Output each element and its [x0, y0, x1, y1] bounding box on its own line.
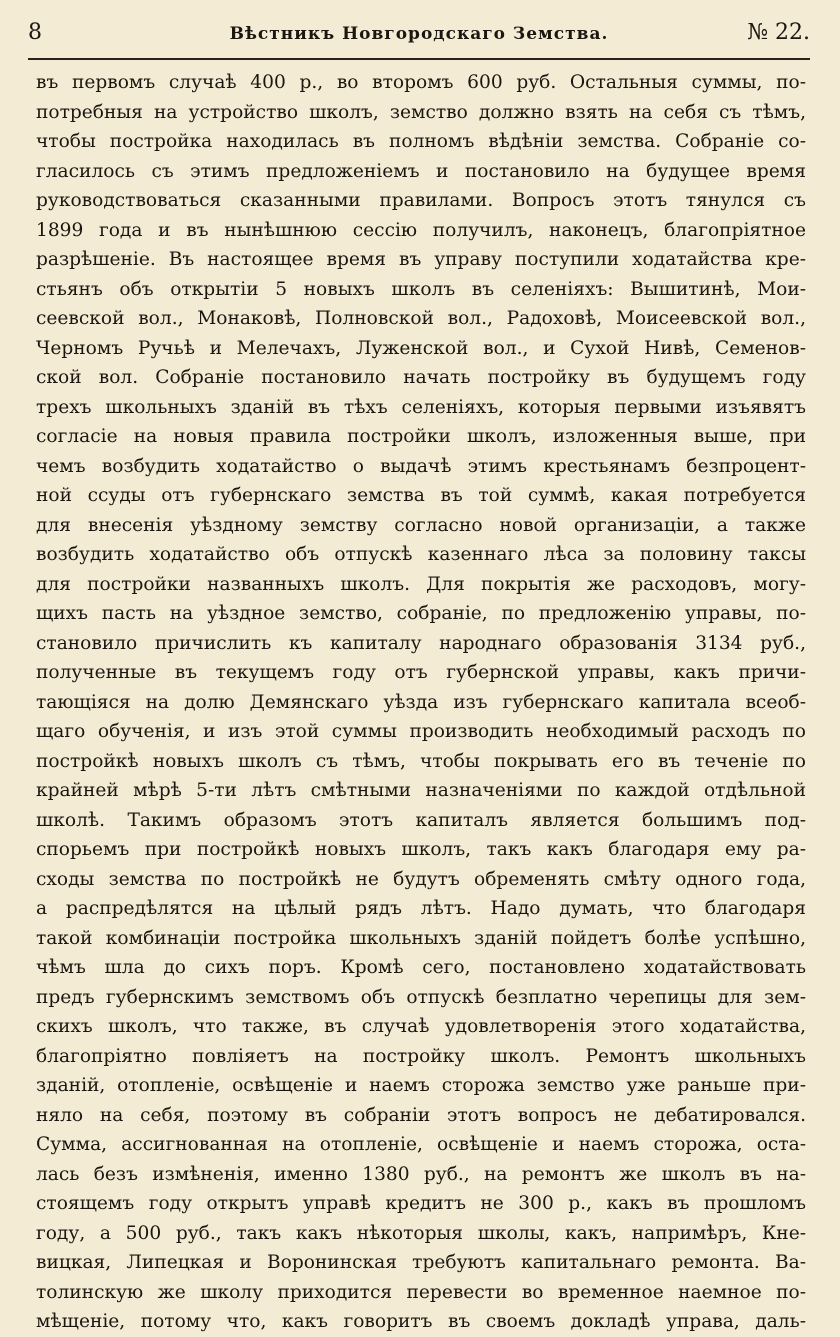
text-line: гласилось съ этимъ предложеніемъ и постановило на будущее время: [36, 160, 806, 182]
text-line: скихъ школъ, что также, въ случаѣ удовлетворенія этого ходатайства,: [36, 1016, 806, 1037]
text-line: стоящемъ году открытъ управѣ кредитъ не 300 р., какъ въ прошломъ: [36, 1193, 806, 1214]
text-line: трехъ школьныхъ зданій въ тѣхъ селеніяхъ, которыя первыми изъявятъ: [36, 396, 806, 418]
text-line: крайней мѣрѣ 5-ти лѣтъ смѣтными назначеніями по каждой отдѣльной: [36, 780, 806, 801]
text-line: сходы земства по постройкѣ не будутъ обременять смѣту одного года,: [36, 868, 806, 890]
text-line: въ первомъ случаѣ 400 р., во второмъ 600 руб. Остальныя суммы, по-: [36, 72, 806, 93]
text-line: становило причислить къ капиталу народнаго образованія 3134 руб.,: [36, 632, 806, 654]
text-line: согласіе на новыя правила постройки школъ, изложенныя выше, при: [36, 426, 806, 447]
text-line: няло на себя, поэтому въ собраніи этотъ вопросъ не дебатировался.: [36, 1104, 806, 1126]
text-line: такой комбинаціи постройка школьныхъ зданій пойдетъ болѣе успѣшно,: [36, 927, 806, 949]
text-line: чемъ возбудить ходатайство о выдачѣ этимъ крестьянамъ безпроцент-: [36, 455, 806, 477]
text-line: потребныя на устройство школъ, земство должно взять на себя съ тѣмъ,: [36, 101, 806, 123]
text-line: возбудить ходатайство объ отпускѣ казеннаго лѣса за половину таксы: [36, 544, 806, 565]
text-line: 1899 года и въ нынѣшнюю сессію получилъ, наконецъ, благопріятное: [36, 219, 806, 241]
text-line: спорьемъ при постройкѣ новыхъ школъ, такъ какъ благодаря ему ра-: [36, 839, 806, 860]
text-line: чтобы постройка находилась въ полномъ вѣдѣніи земства. Собраніе со-: [36, 131, 806, 152]
text-line: полученные въ текущемъ году отъ губернской управы, какъ причи-: [36, 662, 806, 683]
text-line: стьянъ объ открытіи 5 новыхъ школъ въ селеніяхъ: Вышитинѣ, Мои-: [36, 278, 806, 300]
text-line: зданій, отопленіе, освѣщеніе и наемъ сторожа земство уже раньше при-: [36, 1075, 806, 1096]
text-line: щихъ пасть на уѣздное земство, собраніе, по предложенію управы, по-: [36, 603, 806, 624]
text-line: сеевской вол., Монаковѣ, Полновской вол., Радоховѣ, Моисеевской вол.,: [36, 308, 806, 329]
text-line: для внесенія уѣздному земству согласно новой организаціи, а также: [36, 514, 806, 536]
text-line: году, а 500 руб., такъ какъ нѣкоторыя школы, какъ, напримѣръ, Кне-: [36, 1222, 806, 1244]
text-line: Сумма, ассигнованная на отопленіе, освѣщеніе и наемъ сторожа, оста-: [36, 1134, 806, 1155]
issue-number: № 22.: [747, 20, 810, 45]
text-line: Черномъ Ручьѣ и Мелечахъ, Луженской вол., и Сухой Нивѣ, Семенов-: [36, 337, 806, 359]
text-line: постройкѣ новыхъ школъ съ тѣмъ, чтобы покрывать его въ теченіе по: [36, 750, 806, 772]
text-line: разрѣшеніе. Въ настоящее время въ управу поступили ходатайства кре-: [36, 249, 806, 270]
text-line: руководствоваться сказанными правилами. Вопросъ этотъ тянулся съ: [36, 190, 806, 211]
text-line: лась безъ измѣненія, именно 1380 руб., на ремонтъ же школъ въ на-: [36, 1163, 806, 1185]
text-line: школѣ. Такимъ образомъ этотъ капиталъ является большимъ под-: [36, 809, 806, 831]
text-line: ной ссуды отъ губернскаго земства въ той суммѣ, какая потребуется: [36, 485, 806, 506]
text-line: чѣмъ шла до сихъ поръ. Кромѣ сего, постановлено ходатайствовать: [36, 957, 806, 978]
text-line: мѣщеніе, потому что, какъ говоритъ въ своемъ докладѣ управа, даль-: [36, 1311, 806, 1332]
body-text: [36, 68, 806, 1337]
text-line: вицкая, Липецкая и Воронинская требуютъ капитальнаго ремонта. Ва-: [36, 1252, 806, 1273]
text-line: благопріятно повліяетъ на постройку школъ. Ремонтъ школьныхъ: [36, 1045, 806, 1067]
text-line: щаго обученія, и изъ этой суммы производить необходимый расходъ по: [36, 721, 806, 742]
text-line: для постройки названныхъ школъ. Для покрытія же расходовъ, могу-: [36, 573, 806, 595]
page-number: 8: [28, 20, 42, 45]
text-line: толинскую же школу приходится перевести во временное наемное по-: [36, 1281, 806, 1303]
text-line: ской вол. Собраніе постановило начать постройку въ будущемъ году: [36, 367, 806, 388]
running-title: Вѣстникъ Новгородскаго Земства.: [229, 24, 609, 44]
page-header: [28, 18, 810, 60]
text-line: а распредѣлятся на цѣлый рядъ лѣтъ. Надо думать, что благодаря: [36, 898, 806, 919]
text-line: предъ губернскимъ земствомъ объ отпускѣ безплатно черепицы для зем-: [36, 986, 806, 1008]
text-line: тающіяся на долю Демянскаго уѣзда изъ губернскаго капитала всеоб-: [36, 691, 806, 713]
